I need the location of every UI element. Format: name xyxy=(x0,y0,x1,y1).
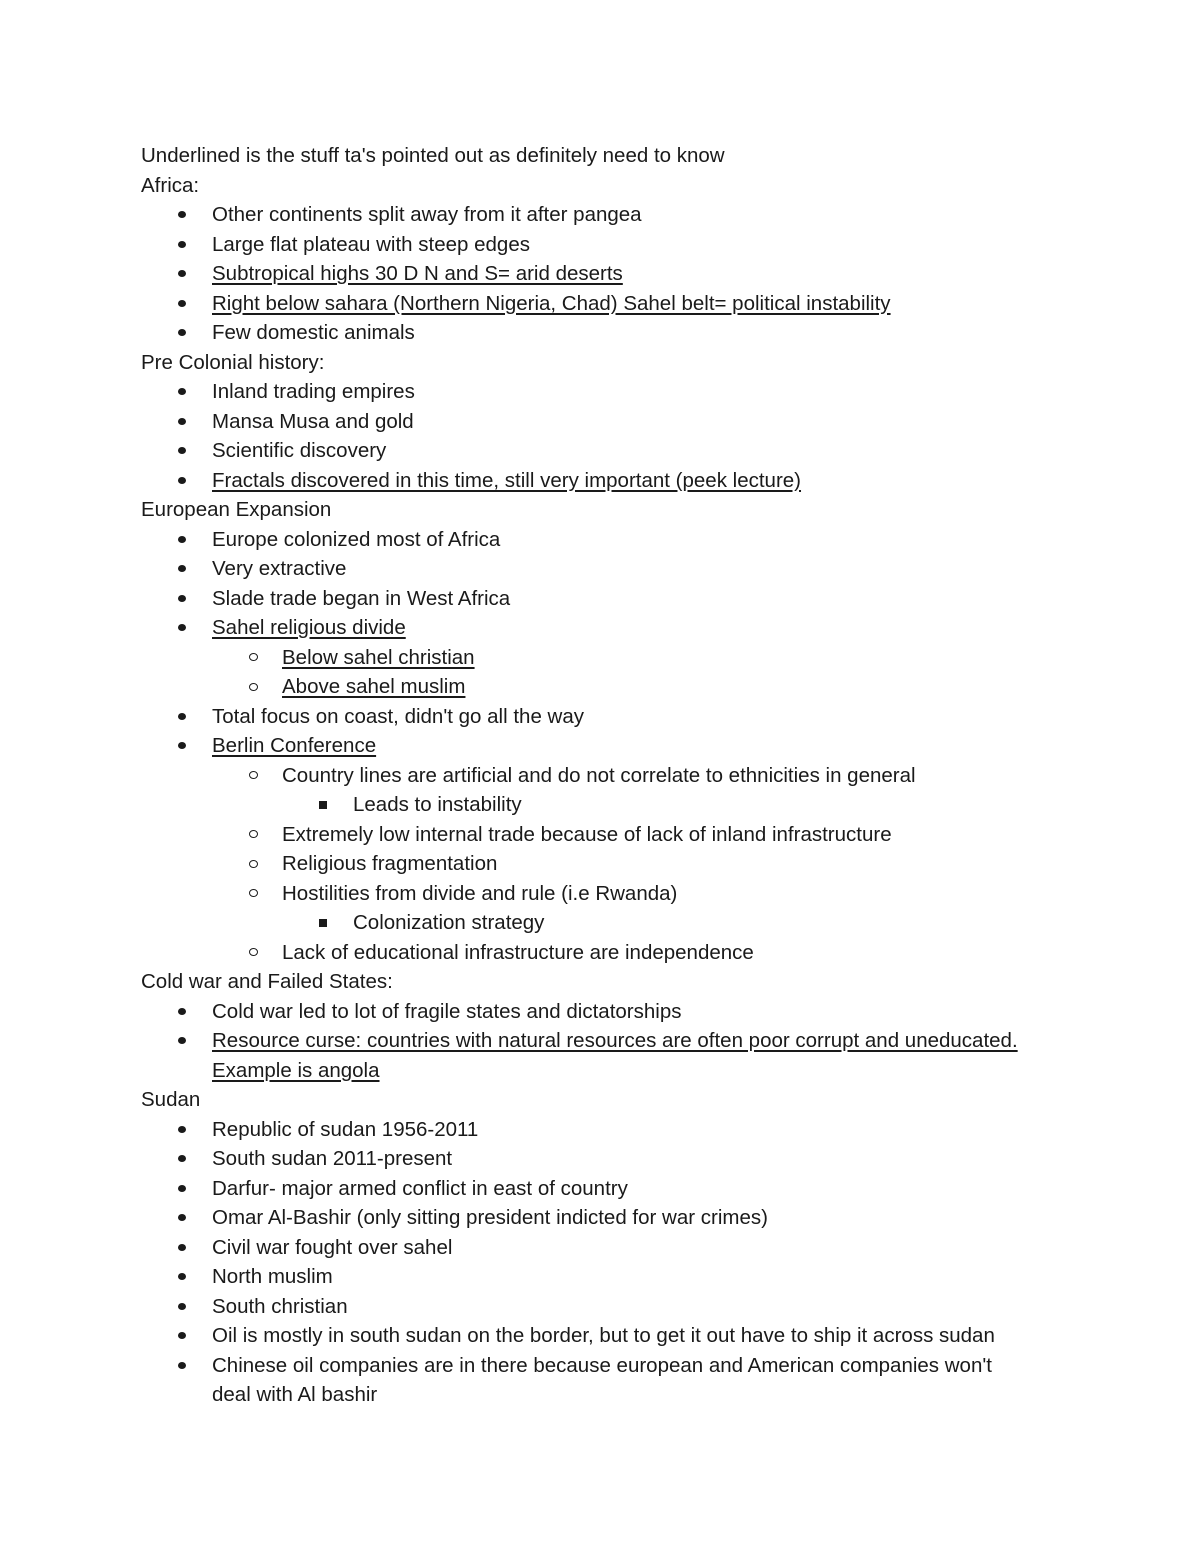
filled-bullet-icon xyxy=(172,230,192,260)
list-item xyxy=(141,318,1081,348)
list-item-text: Other continents split away from it after pangea xyxy=(212,203,642,226)
filled-bullet-icon xyxy=(172,554,192,584)
list-item-text: deal with Al bashir xyxy=(212,1383,378,1406)
hollow-bullet-icon xyxy=(243,761,263,791)
filled-bullet-icon xyxy=(172,289,192,319)
filled-bullet-icon xyxy=(172,1262,192,1292)
list-item-text: Few domestic animals xyxy=(212,321,415,344)
filled-bullet-icon xyxy=(172,200,192,230)
list-item xyxy=(141,230,1081,260)
list-item xyxy=(141,702,1081,732)
hollow-bullet-icon xyxy=(243,938,263,968)
hollow-bullet-icon xyxy=(243,672,263,702)
list-item-text: Hostilities from divide and rule (i.e Rwanda) xyxy=(282,881,678,905)
filled-bullet-icon xyxy=(172,731,192,761)
filled-bullet-icon xyxy=(172,613,192,643)
list-item-text: Colonization strategy xyxy=(353,911,545,934)
list-item-text: Lack of educational infrastructure are independence xyxy=(282,940,754,964)
list-item xyxy=(141,466,1081,496)
list-item-text: Republic of sudan 1956-2011 xyxy=(212,1117,479,1141)
list-item xyxy=(141,908,1081,938)
list-item xyxy=(141,1144,1081,1174)
list-item-text: Large flat plateau with steep edges xyxy=(212,232,530,256)
list-item-text: Right below sahara (Northern Nigeria, Chad) Sahel belt= political instability xyxy=(212,291,891,315)
list-item xyxy=(141,377,1081,407)
list-item xyxy=(141,554,1081,584)
list-item xyxy=(141,879,1081,909)
list-item xyxy=(141,289,1081,319)
list-item xyxy=(141,761,1081,791)
filled-bullet-icon xyxy=(172,1233,192,1263)
filled-bullet-icon xyxy=(172,584,192,614)
list-item xyxy=(141,849,1081,879)
list-item-text: Leads to instability xyxy=(353,793,522,816)
filled-bullet-icon xyxy=(172,997,192,1027)
list-item xyxy=(141,436,1081,466)
list-item-text: Example is angola xyxy=(212,1058,380,1082)
intro-line: Underlined is the stuff ta's pointed out as definitely need to know xyxy=(141,144,725,167)
filled-bullet-icon xyxy=(172,1351,192,1381)
list-item xyxy=(141,1026,1081,1056)
notes-body xyxy=(141,171,1081,1410)
list-item-text: Europe colonized most of Africa xyxy=(212,527,501,551)
list-item-continuation xyxy=(141,1380,1081,1410)
list-item xyxy=(141,1321,1081,1351)
document-page xyxy=(141,141,1081,1410)
hollow-bullet-icon xyxy=(243,820,263,850)
section-heading: Cold war and Failed States: xyxy=(141,970,393,993)
filled-bullet-icon xyxy=(172,1115,192,1145)
list-item xyxy=(141,584,1081,614)
list-item xyxy=(141,1115,1081,1145)
list-item xyxy=(141,790,1081,820)
list-item xyxy=(141,643,1081,673)
section-heading: Sudan xyxy=(141,1088,201,1111)
list-item xyxy=(141,731,1081,761)
list-item-text: Extremely low internal trade because of lack of inland infrastructure xyxy=(282,822,892,846)
filled-bullet-icon xyxy=(172,436,192,466)
list-item-text: North muslim xyxy=(212,1265,333,1288)
filled-bullet-icon xyxy=(172,377,192,407)
list-item-text: Omar Al-Bashir (only sitting president indicted for war crimes) xyxy=(212,1206,768,1229)
list-item xyxy=(141,938,1081,968)
list-item-text: Oil is mostly in south sudan on the border, but to get it out have to ship it across sudan xyxy=(212,1324,995,1347)
list-item-text: Scientific discovery xyxy=(212,439,387,462)
filled-bullet-icon xyxy=(172,1292,192,1322)
filled-bullet-icon xyxy=(172,1203,192,1233)
list-item xyxy=(141,259,1081,289)
hollow-bullet-icon xyxy=(243,879,263,909)
filled-bullet-icon xyxy=(172,1144,192,1174)
list-item-text: South christian xyxy=(212,1294,348,1318)
filled-bullet-icon xyxy=(172,407,192,437)
square-bullet-icon xyxy=(313,790,333,820)
list-item-text: Chinese oil companies are in there because european and American companies won't xyxy=(212,1353,992,1377)
filled-bullet-icon xyxy=(172,702,192,732)
list-item xyxy=(141,820,1081,850)
list-item-text: Mansa Musa and gold xyxy=(212,409,414,433)
list-item xyxy=(141,407,1081,437)
list-item xyxy=(141,1174,1081,1204)
list-item xyxy=(141,525,1081,555)
list-item-continuation xyxy=(141,1056,1081,1086)
list-item xyxy=(141,672,1081,702)
list-item-text: Resource curse: countries with natural resources are often poor corrupt and uneducated. xyxy=(212,1029,1018,1052)
filled-bullet-icon xyxy=(172,318,192,348)
list-item-text: Sahel religious divide xyxy=(212,616,406,639)
list-item xyxy=(141,1233,1081,1263)
list-item-text: Country lines are artificial and do not correlate to ethnicities in general xyxy=(282,763,916,787)
filled-bullet-icon xyxy=(172,1026,192,1056)
list-item-text: Above sahel muslim xyxy=(282,675,466,698)
filled-bullet-icon xyxy=(172,466,192,496)
section-heading: European Expansion xyxy=(141,498,332,521)
list-item-text: Religious fragmentation xyxy=(282,852,498,875)
filled-bullet-icon xyxy=(172,1321,192,1351)
list-item-text: Slade trade began in West Africa xyxy=(212,586,511,610)
section-heading: Africa: xyxy=(141,173,200,197)
list-item xyxy=(141,1351,1081,1381)
list-item-text: Fractals discovered in this time, still very important (peek lecture) xyxy=(212,468,802,492)
square-bullet-icon xyxy=(313,908,333,938)
list-item xyxy=(141,1292,1081,1322)
list-item-text: Civil war fought over sahel xyxy=(212,1235,453,1259)
list-item-text: Darfur- major armed conflict in east of country xyxy=(212,1176,628,1200)
list-item-text: Below sahel christian xyxy=(282,645,475,669)
section-heading: Pre Colonial history: xyxy=(141,350,325,374)
filled-bullet-icon xyxy=(172,1174,192,1204)
list-item xyxy=(141,1203,1081,1233)
list-item-text: South sudan 2011-present xyxy=(212,1147,453,1170)
list-item-text: Berlin Conference xyxy=(212,734,377,757)
hollow-bullet-icon xyxy=(243,643,263,673)
filled-bullet-icon xyxy=(172,525,192,555)
list-item-text: Inland trading empires xyxy=(212,380,415,403)
list-item-text: Total focus on coast, didn't go all the way xyxy=(212,704,584,728)
list-item xyxy=(141,1262,1081,1292)
list-item-text: Cold war led to lot of fragile states and dictatorships xyxy=(212,999,682,1023)
list-item-text: Subtropical highs 30 D N and S= arid deserts xyxy=(212,262,623,285)
list-item xyxy=(141,613,1081,643)
hollow-bullet-icon xyxy=(243,849,263,879)
list-item xyxy=(141,200,1081,230)
list-item-text: Very extractive xyxy=(212,557,347,580)
filled-bullet-icon xyxy=(172,259,192,289)
list-item xyxy=(141,997,1081,1027)
